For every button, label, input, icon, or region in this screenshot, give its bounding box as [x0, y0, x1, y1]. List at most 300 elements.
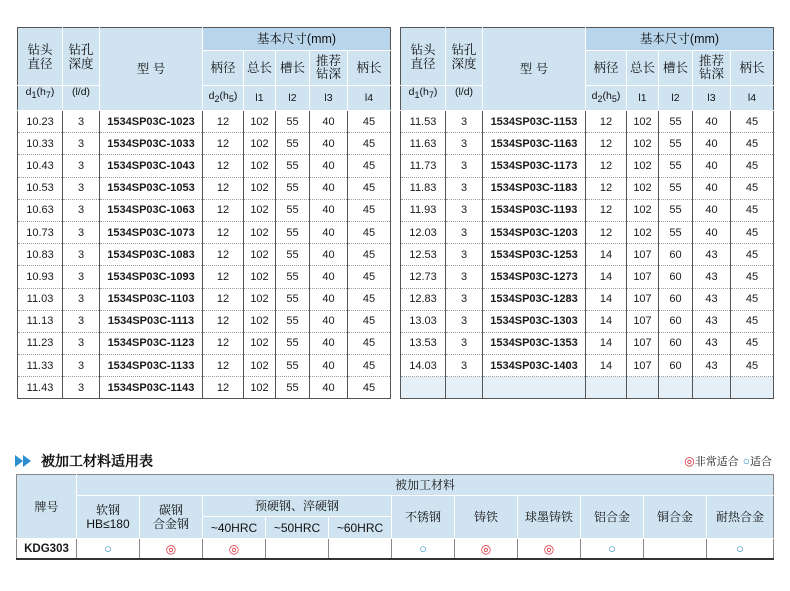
hole-depth-cell: 3 — [446, 221, 483, 243]
suitability-cell — [455, 539, 518, 560]
flute-length-cell: 55 — [276, 310, 310, 332]
model-cell: 1534SP03C-1093 — [100, 266, 203, 288]
hole-depth-cell: 3 — [63, 221, 100, 243]
model-cell: 1534SP03C-1303 — [483, 310, 586, 332]
table-row — [401, 355, 774, 377]
shank-length-cell: 45 — [731, 199, 774, 221]
recommended-depth-cell: 40 — [310, 355, 348, 377]
hole-depth-cell: 3 — [446, 111, 483, 133]
table-row — [401, 310, 774, 332]
hole-depth-cell: 3 — [63, 332, 100, 354]
header-hole-depth: 钻孔深度 — [63, 28, 100, 86]
table-row — [401, 177, 774, 199]
shank-length-cell: 45 — [731, 221, 774, 243]
flute-length-cell: 60 — [659, 355, 693, 377]
total-length-cell: 102 — [244, 177, 276, 199]
total-length-cell — [627, 377, 659, 399]
hole-depth-cell: 3 — [63, 377, 100, 399]
shank-length-cell: 45 — [731, 244, 774, 266]
suitability-cell — [329, 539, 392, 560]
suitability-cell — [266, 539, 329, 560]
table-row — [401, 221, 774, 243]
total-length-cell: 102 — [244, 332, 276, 354]
shank-dia-cell: 12 — [203, 177, 244, 199]
drill-dia-cell: 10.53 — [18, 177, 63, 199]
recommended-depth-cell: 43 — [693, 355, 731, 377]
header-drill-dia-unit: $d_1(h_7)$ — [18, 86, 63, 111]
header-basic-dims: 基本尺寸(mm) — [586, 28, 774, 51]
header-workpiece-materials: 被加工材料 — [77, 475, 774, 496]
shank-dia-cell: 14 — [586, 355, 627, 377]
model-cell: 1534SP03C-1153 — [483, 111, 586, 133]
drill-dia-cell: 11.43 — [18, 377, 63, 399]
drill-dia-cell: 11.53 — [401, 111, 446, 133]
hole-depth-cell: 3 — [63, 288, 100, 310]
table-row — [401, 199, 774, 221]
table-row — [401, 288, 774, 310]
recommended-depth-cell: 40 — [693, 199, 731, 221]
header-drill-dia: 钻头直径 — [18, 28, 63, 86]
header-recommended-depth-sym: l3 — [693, 86, 731, 111]
spec-table-right-body — [401, 111, 774, 399]
total-length-cell: 102 — [244, 133, 276, 155]
suitable-icon: ○ — [419, 541, 427, 556]
very-suitable-icon: ◎ — [228, 541, 240, 556]
model-cell: 1534SP03C-1073 — [100, 221, 203, 243]
recommended-depth-cell: 40 — [310, 310, 348, 332]
flute-length-cell: 55 — [659, 199, 693, 221]
header-aluminum: 铝合金 — [581, 496, 644, 539]
header-total-length: 总长 — [627, 51, 659, 86]
model-cell: 1534SP03C-1043 — [100, 155, 203, 177]
shank-dia-cell: 12 — [203, 332, 244, 354]
suitability-cell — [77, 539, 140, 560]
flute-length-cell: 55 — [276, 199, 310, 221]
header-hrc40: ~40HRC — [203, 517, 266, 539]
header-heat-resistant: 耐热合金 — [707, 496, 774, 539]
total-length-cell: 102 — [627, 199, 659, 221]
flute-length-cell: 55 — [659, 133, 693, 155]
header-shank-dia-sym: $d_2(h_5)$ — [203, 86, 244, 111]
recommended-depth-cell: 43 — [693, 266, 731, 288]
model-cell: 1534SP03C-1033 — [100, 133, 203, 155]
total-length-cell: 102 — [244, 355, 276, 377]
total-length-cell: 107 — [627, 288, 659, 310]
header-ductile-iron: 球墨铸铁 — [518, 496, 581, 539]
suitability-cell — [203, 539, 266, 560]
suitability-cell — [392, 539, 455, 560]
very-suitable-icon: ◎ — [165, 541, 177, 556]
drill-dia-cell: 10.63 — [18, 199, 63, 221]
shank-dia-cell: 12 — [203, 288, 244, 310]
hole-depth-cell: 3 — [446, 199, 483, 221]
shank-length-cell: 45 — [348, 332, 391, 354]
table-row — [18, 111, 391, 133]
drill-dia-cell: 11.13 — [18, 310, 63, 332]
suitability-cell — [581, 539, 644, 560]
shank-length-cell: 45 — [348, 266, 391, 288]
drill-dia-cell: 12.53 — [401, 244, 446, 266]
shank-length-cell: 45 — [348, 199, 391, 221]
model-cell: 1534SP03C-1083 — [100, 244, 203, 266]
model-cell: 1534SP03C-1273 — [483, 266, 586, 288]
table-row — [18, 377, 391, 399]
flute-length-cell: 55 — [276, 111, 310, 133]
flute-length-cell: 55 — [276, 266, 310, 288]
shank-dia-cell: 12 — [203, 377, 244, 399]
table-row — [18, 355, 391, 377]
flute-length-cell: 60 — [659, 310, 693, 332]
header-shank-length: 柄长 — [731, 51, 774, 86]
header-flute-length-sym: l2 — [276, 86, 310, 111]
model-cell: 1534SP03C-1183 — [483, 177, 586, 199]
header-hole-depth: 钻孔深度 — [446, 28, 483, 86]
flute-length-cell: 55 — [276, 288, 310, 310]
shank-dia-cell: 12 — [203, 310, 244, 332]
total-length-cell: 102 — [244, 377, 276, 399]
legend-very-suitable: 非常适合 — [694, 456, 739, 468]
grade-cell: KDG303 — [17, 539, 77, 560]
shank-length-cell: 45 — [731, 332, 774, 354]
drill-dia-cell: 11.73 — [401, 155, 446, 177]
table-row — [18, 244, 391, 266]
recommended-depth-cell: 40 — [693, 155, 731, 177]
hole-depth-cell: 3 — [63, 266, 100, 288]
material-table — [16, 474, 774, 560]
drill-dia-cell: 11.93 — [401, 199, 446, 221]
header-shank-dia: 柄径 — [203, 51, 244, 86]
shank-length-cell — [731, 377, 774, 399]
drill-dia-cell: 11.63 — [401, 133, 446, 155]
recommended-depth-cell: 40 — [310, 244, 348, 266]
recommended-depth-cell: 40 — [310, 155, 348, 177]
table-row — [401, 111, 774, 133]
flute-length-cell: 55 — [276, 244, 310, 266]
spec-table-left-body — [18, 111, 391, 399]
hole-depth-cell: 3 — [446, 266, 483, 288]
material-section-title — [15, 451, 153, 471]
shank-dia-cell: 14 — [586, 310, 627, 332]
shank-length-cell: 45 — [731, 310, 774, 332]
recommended-depth-cell: 40 — [310, 288, 348, 310]
hole-depth-cell: 3 — [446, 310, 483, 332]
drill-dia-cell: 10.23 — [18, 111, 63, 133]
model-cell: 1534SP03C-1023 — [100, 111, 203, 133]
total-length-cell: 102 — [244, 266, 276, 288]
table-row — [401, 244, 774, 266]
hole-depth-cell — [446, 377, 483, 399]
hole-depth-cell: 3 — [63, 111, 100, 133]
header-shank-length: 柄长 — [348, 51, 391, 86]
table-row — [18, 221, 391, 243]
flute-length-cell: 55 — [659, 221, 693, 243]
recommended-depth-cell: 40 — [693, 221, 731, 243]
shank-dia-cell: 12 — [203, 199, 244, 221]
table-row — [401, 133, 774, 155]
suitability-cell — [140, 539, 203, 560]
model-cell: 1534SP03C-1193 — [483, 199, 586, 221]
shank-dia-cell: 12 — [203, 244, 244, 266]
model-cell: 1534SP03C-1063 — [100, 199, 203, 221]
flute-length-cell: 55 — [659, 155, 693, 177]
header-carbon-steel: 碳钢 合金钢 — [140, 496, 203, 539]
flute-length-cell: 55 — [276, 221, 310, 243]
hole-depth-cell: 3 — [63, 155, 100, 177]
header-hole-depth-unit: (l/d) — [63, 86, 100, 111]
header-model: 型 号 — [100, 28, 203, 111]
shank-dia-cell: 12 — [586, 199, 627, 221]
model-cell: 1534SP03C-1053 — [100, 177, 203, 199]
suitability-cell — [518, 539, 581, 560]
shank-length-cell: 45 — [731, 355, 774, 377]
hole-depth-cell: 3 — [446, 332, 483, 354]
drill-dia-cell — [401, 377, 446, 399]
recommended-depth-cell: 40 — [693, 177, 731, 199]
shank-dia-cell: 12 — [586, 111, 627, 133]
flute-length-cell: 60 — [659, 332, 693, 354]
header-total-length: 总长 — [244, 51, 276, 86]
total-length-cell: 102 — [244, 199, 276, 221]
drill-dia-cell: 10.83 — [18, 244, 63, 266]
spec-table-right — [400, 27, 774, 399]
flute-length-cell: 55 — [276, 133, 310, 155]
suitable-icon: ○ — [104, 541, 112, 556]
header-stainless: 不锈钢 — [392, 496, 455, 539]
drill-dia-cell: 10.93 — [18, 266, 63, 288]
total-length-cell: 102 — [627, 177, 659, 199]
flute-length-cell: 55 — [276, 155, 310, 177]
flute-length-cell: 60 — [659, 266, 693, 288]
shank-length-cell: 45 — [348, 155, 391, 177]
shank-length-cell: 45 — [731, 266, 774, 288]
shank-dia-cell: 14 — [586, 288, 627, 310]
hole-depth-cell: 3 — [63, 244, 100, 266]
shank-length-cell: 45 — [731, 133, 774, 155]
shank-length-cell: 45 — [348, 111, 391, 133]
header-shank-length-sym: l4 — [348, 86, 391, 111]
shank-length-cell: 45 — [348, 355, 391, 377]
drill-dia-cell: 11.33 — [18, 355, 63, 377]
recommended-depth-cell: 40 — [310, 266, 348, 288]
hole-depth-cell: 3 — [63, 199, 100, 221]
header-cast-iron: 铸铁 — [455, 496, 518, 539]
recommended-depth-cell: 40 — [310, 221, 348, 243]
recommended-depth-cell: 40 — [693, 133, 731, 155]
hole-depth-cell: 3 — [446, 155, 483, 177]
shank-dia-cell: 14 — [586, 244, 627, 266]
shank-dia-cell: 12 — [203, 133, 244, 155]
recommended-depth-cell: 40 — [693, 111, 731, 133]
shank-dia-cell: 12 — [586, 155, 627, 177]
table-row — [18, 332, 391, 354]
hole-depth-cell: 3 — [63, 310, 100, 332]
recommended-depth-cell — [693, 377, 731, 399]
shank-length-cell: 45 — [348, 244, 391, 266]
header-shank-length-sym: l4 — [731, 86, 774, 111]
table-row — [18, 199, 391, 221]
table-row — [18, 133, 391, 155]
material-row-kdg303 — [17, 539, 774, 560]
model-cell: 1534SP03C-1133 — [100, 355, 203, 377]
shank-length-cell: 45 — [348, 221, 391, 243]
flute-length-cell: 55 — [276, 355, 310, 377]
shank-length-cell: 45 — [348, 133, 391, 155]
shank-length-cell: 45 — [348, 288, 391, 310]
header-shank-dia: 柄径 — [586, 51, 627, 86]
recommended-depth-cell: 43 — [693, 244, 731, 266]
recommended-depth-cell: 43 — [693, 288, 731, 310]
drill-dia-cell: 12.03 — [401, 221, 446, 243]
shank-dia-cell: 12 — [203, 111, 244, 133]
recommended-depth-cell: 40 — [310, 111, 348, 133]
flute-length-cell: 60 — [659, 244, 693, 266]
flute-length-cell: 55 — [659, 177, 693, 199]
table-row — [18, 155, 391, 177]
table-row — [18, 177, 391, 199]
recommended-depth-cell: 40 — [310, 377, 348, 399]
material-title-text: 被加工材料适用表 — [41, 453, 153, 469]
total-length-cell: 102 — [244, 244, 276, 266]
hole-depth-cell: 3 — [63, 355, 100, 377]
model-cell: 1534SP03C-1143 — [100, 377, 203, 399]
drill-dia-cell: 12.73 — [401, 266, 446, 288]
shank-dia-cell — [586, 377, 627, 399]
shank-length-cell: 45 — [348, 377, 391, 399]
header-drill-dia-unit: $d_1(h_7)$ — [401, 86, 446, 111]
flute-length-cell: 55 — [276, 377, 310, 399]
header-total-length-sym: l1 — [244, 86, 276, 111]
header-hrc60: ~60HRC — [329, 517, 392, 539]
suitable-icon: ○ — [742, 454, 750, 468]
total-length-cell: 107 — [627, 332, 659, 354]
header-basic-dims: 基本尺寸(mm) — [203, 28, 391, 51]
model-cell: 1534SP03C-1353 — [483, 332, 586, 354]
model-cell — [483, 377, 586, 399]
hole-depth-cell: 3 — [446, 177, 483, 199]
spec-table-left — [17, 27, 391, 399]
table-row — [18, 310, 391, 332]
table-row — [401, 377, 774, 399]
header-total-length-sym: l1 — [627, 86, 659, 111]
model-cell: 1534SP03C-1253 — [483, 244, 586, 266]
total-length-cell: 102 — [627, 221, 659, 243]
suitability-cell — [707, 539, 774, 560]
shank-dia-cell: 14 — [586, 332, 627, 354]
shank-dia-cell: 12 — [203, 355, 244, 377]
flute-length-cell: 55 — [276, 332, 310, 354]
shank-length-cell: 45 — [348, 177, 391, 199]
flute-length-cell — [659, 377, 693, 399]
table-row — [401, 332, 774, 354]
hole-depth-cell: 3 — [446, 244, 483, 266]
drill-dia-cell: 13.03 — [401, 310, 446, 332]
drill-dia-cell: 13.53 — [401, 332, 446, 354]
hole-depth-cell: 3 — [446, 355, 483, 377]
shank-length-cell: 45 — [731, 111, 774, 133]
table-row — [401, 155, 774, 177]
drill-dia-cell: 10.73 — [18, 221, 63, 243]
header-shank-dia-sym: $d_2(h_5)$ — [586, 86, 627, 111]
shank-length-cell: 45 — [731, 288, 774, 310]
header-hrc50: ~50HRC — [266, 517, 329, 539]
shank-length-cell: 45 — [731, 155, 774, 177]
shank-dia-cell: 14 — [586, 266, 627, 288]
header-soft-steel: 软钢 HB≤180 — [77, 496, 140, 539]
total-length-cell: 107 — [627, 244, 659, 266]
drill-dia-cell: 11.03 — [18, 288, 63, 310]
legend-suitable: 适合 — [750, 456, 772, 468]
drill-dia-cell: 11.83 — [401, 177, 446, 199]
hole-depth-cell: 3 — [63, 133, 100, 155]
hole-depth-cell: 3 — [63, 177, 100, 199]
drill-dia-cell: 14.03 — [401, 355, 446, 377]
hole-depth-cell: 3 — [446, 133, 483, 155]
drill-dia-cell: 11.23 — [18, 332, 63, 354]
header-drill-dia: 钻头直径 — [401, 28, 446, 86]
recommended-depth-cell: 40 — [310, 177, 348, 199]
very-suitable-icon: ◎ — [543, 541, 555, 556]
shank-dia-cell: 12 — [586, 221, 627, 243]
recommended-depth-cell: 40 — [310, 332, 348, 354]
header-copper: 铜合金 — [644, 496, 707, 539]
flute-length-cell: 60 — [659, 288, 693, 310]
recommended-depth-cell: 43 — [693, 332, 731, 354]
drill-dia-cell: 10.43 — [18, 155, 63, 177]
header-hardened-steel: 预硬钢、淬硬钢 — [203, 496, 392, 517]
header-recommended-depth: 推荐钻深 — [310, 51, 348, 86]
drill-dia-cell: 12.83 — [401, 288, 446, 310]
suitability-cell — [644, 539, 707, 560]
total-length-cell: 107 — [627, 355, 659, 377]
model-cell: 1534SP03C-1173 — [483, 155, 586, 177]
suitability-legend — [684, 453, 772, 469]
total-length-cell: 102 — [244, 288, 276, 310]
shank-dia-cell: 12 — [203, 155, 244, 177]
shank-dia-cell: 12 — [586, 177, 627, 199]
double-arrow-icon — [15, 455, 35, 467]
header-hole-depth-unit: (l/d) — [446, 86, 483, 111]
model-cell: 1534SP03C-1283 — [483, 288, 586, 310]
total-length-cell: 107 — [627, 310, 659, 332]
total-length-cell: 102 — [627, 155, 659, 177]
model-cell: 1534SP03C-1113 — [100, 310, 203, 332]
suitable-icon: ○ — [736, 541, 744, 556]
recommended-depth-cell: 40 — [310, 199, 348, 221]
header-flute-length-sym: l2 — [659, 86, 693, 111]
flute-length-cell: 55 — [276, 177, 310, 199]
header-grade: 牌号 — [17, 475, 77, 539]
recommended-depth-cell: 40 — [310, 133, 348, 155]
very-suitable-icon: ◎ — [684, 454, 695, 468]
model-cell: 1534SP03C-1123 — [100, 332, 203, 354]
header-model: 型 号 — [483, 28, 586, 111]
header-flute-length: 槽长 — [276, 51, 310, 86]
total-length-cell: 107 — [627, 266, 659, 288]
total-length-cell: 102 — [627, 133, 659, 155]
shank-length-cell: 45 — [348, 310, 391, 332]
total-length-cell: 102 — [244, 111, 276, 133]
total-length-cell: 102 — [627, 111, 659, 133]
model-cell: 1534SP03C-1103 — [100, 288, 203, 310]
drill-dia-cell: 10.33 — [18, 133, 63, 155]
header-recommended-depth: 推荐钻深 — [693, 51, 731, 86]
table-row — [18, 266, 391, 288]
suitable-icon: ○ — [608, 541, 616, 556]
total-length-cell: 102 — [244, 310, 276, 332]
header-recommended-depth-sym: l3 — [310, 86, 348, 111]
shank-length-cell: 45 — [731, 177, 774, 199]
total-length-cell: 102 — [244, 221, 276, 243]
